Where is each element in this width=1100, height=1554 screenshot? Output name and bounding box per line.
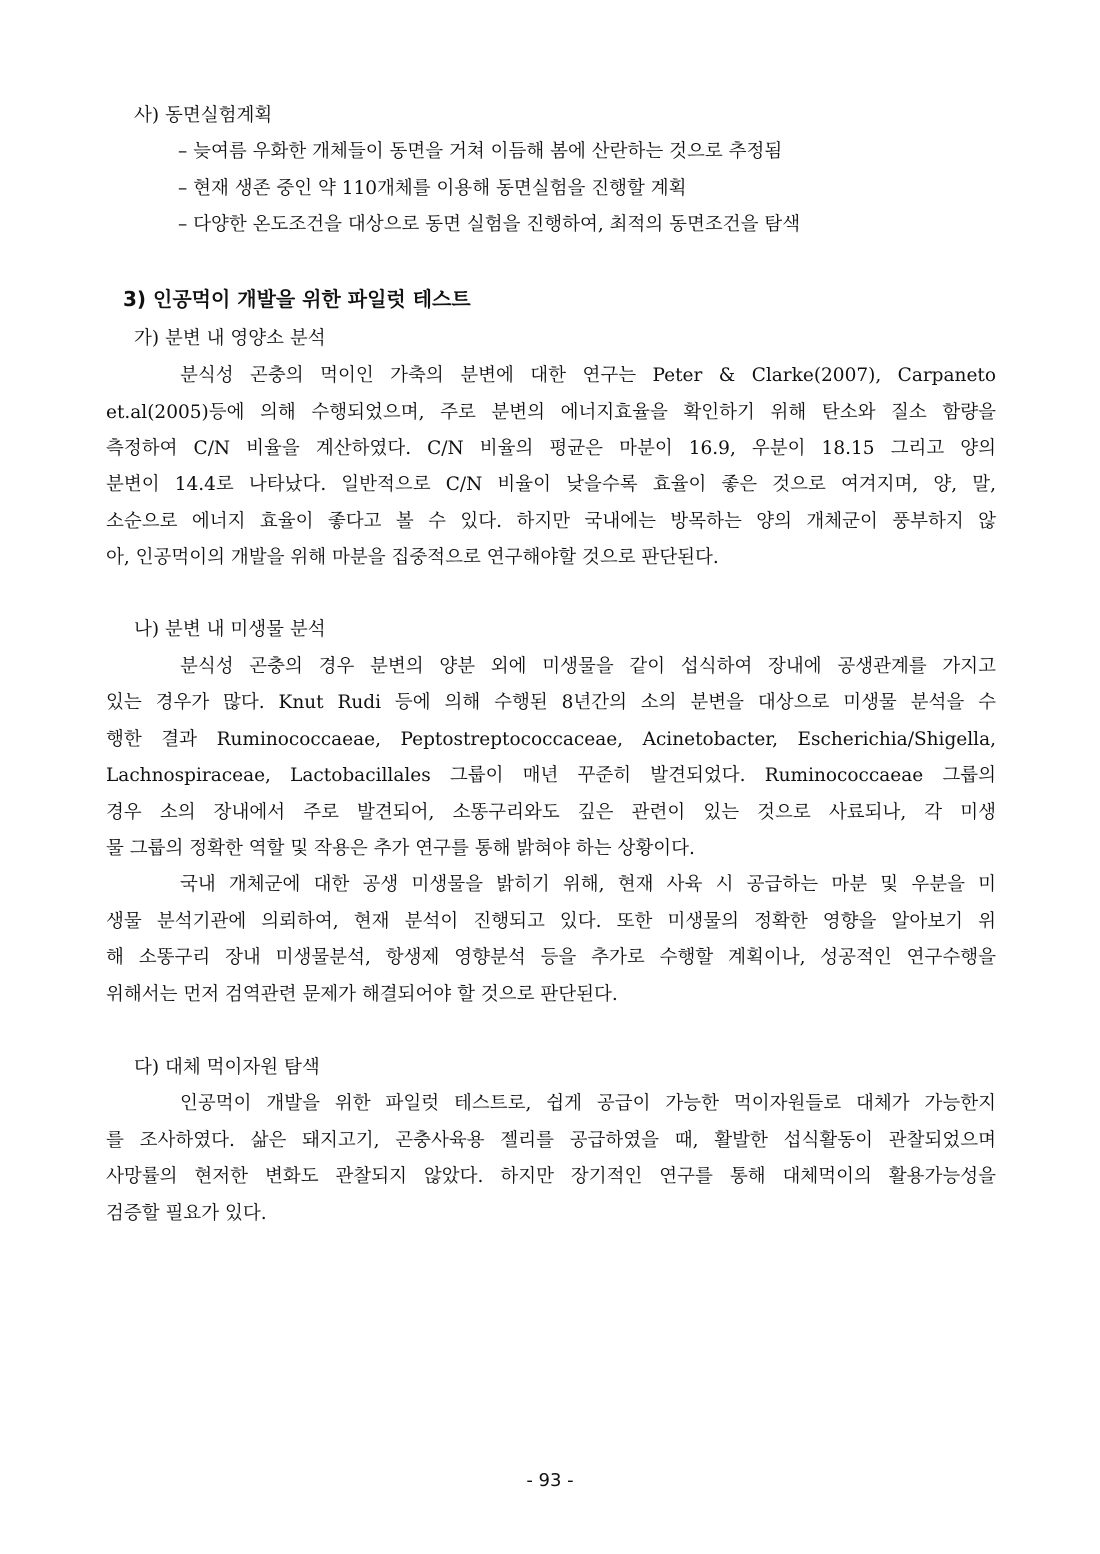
- section-sa-title: 사) 동면실험계획: [134, 105, 273, 126]
- page-number: - 93 -: [526, 1470, 574, 1491]
- paragraph-line: 분변이 14.4로 나타났다. 일반적으로 C/N 비율이 낮을수록 효율이 좋은 것으로 여겨지며, 양, 말,: [106, 474, 996, 495]
- paragraph-line: 를 조사하였다. 삶은 돼지고기, 곤충사육용 젤리를 공급하였을 때, 활발한 섭식활동이 관찰되었으며: [106, 1130, 996, 1151]
- paragraph-line: 생물 분석기관에 의뢰하여, 현재 분석이 진행되고 있다. 또한 미생물의 정확한 영향을 알아보기 위: [106, 911, 996, 932]
- paragraph-line: 소순으로 에너지 효율이 좋다고 볼 수 있다. 하지만 국내에는 방목하는 양의 개체군이 풍부하지 않: [106, 511, 996, 532]
- bullet-item: – 다양한 온도조건을 대상으로 동면 실험을 진행하여, 최적의 동면조건을 탐색: [178, 214, 801, 235]
- section-3-heading: 3) 인공먹이 개발을 위한 파일럿 테스트: [123, 287, 471, 311]
- paragraph-line: 인공먹이 개발을 위한 파일럿 테스트로, 쉽게 공급이 가능한 먹이자원들로 대체가 가능한지: [180, 1093, 996, 1114]
- paragraph-line: 위해서는 먼저 검역관련 문제가 해결되어야 할 것으로 판단된다.: [106, 984, 618, 1005]
- section-ga-title: 가) 분변 내 영양소 분석: [134, 328, 326, 349]
- paragraph-line: 해 소똥구리 장내 미생물분석, 항생제 영향분석 등을 추가로 수행할 계획이나, 성공적인 연구수행을: [106, 947, 996, 968]
- paragraph-line: 경우 소의 장내에서 주로 발견되어, 소똥구리와도 깊은 관련이 있는 것으로 사료되나, 각 미생: [106, 802, 996, 823]
- paragraph-line: Lachnospiraceae, Lactobacillales 그룹이 매년 꾸준히 발견되었다. Ruminococcaeae 그룹의: [106, 765, 996, 786]
- paragraph-line: 분식성 곤충의 경우 분변의 양분 외에 미생물을 같이 섭식하여 장내에 공생관계를 가지고: [180, 656, 996, 677]
- paragraph-line: 물 그룹의 정확한 역할 및 작용은 추가 연구를 통해 밝혀야 하는 상황이다.: [106, 838, 695, 859]
- paragraph-line: 행한 결과 Ruminococcaeae, Peptostreptococcaceae, Acinetobacter, Escherichia/Shigella,: [106, 729, 996, 750]
- paragraph-line: 있는 경우가 많다. Knut Rudi 등에 의해 수행된 8년간의 소의 분변을 대상으로 미생물 분석을 수: [106, 692, 996, 713]
- section-da-title: 다) 대체 먹이자원 탐색: [134, 1057, 320, 1078]
- paragraph-line: 국내 개체군에 대한 공생 미생물을 밝히기 위해, 현재 사육 시 공급하는 마분 및 우분을 미: [180, 874, 996, 895]
- paragraph-line: 검증할 필요가 있다.: [106, 1203, 267, 1224]
- paragraph-line: 아, 인공먹이의 개발을 위해 마분을 집중적으로 연구해야할 것으로 판단된다.: [106, 547, 719, 568]
- section-na-title: 나) 분변 내 미생물 분석: [134, 619, 326, 640]
- paragraph-line: et.al(2005)등에 의해 수행되었으며, 주로 분변의 에너지효율을 확인하기 위해 탄소와 질소 함량을: [106, 402, 996, 423]
- bullet-item: – 늦여름 우화한 개체들이 동면을 거쳐 이듬해 봄에 산란하는 것으로 추정됨: [178, 141, 783, 162]
- paragraph-line: 사망률의 현저한 변화도 관찰되지 않았다. 하지만 장기적인 연구를 통해 대체먹이의 활용가능성을: [106, 1166, 996, 1187]
- paragraph-line: 분식성 곤충의 먹이인 가축의 분변에 대한 연구는 Peter & Clarke(2007), Carpaneto: [180, 365, 996, 386]
- paragraph-line: 측정하여 C/N 비율을 계산하였다. C/N 비율의 평균은 마분이 16.9, 우분이 18.15 그리고 양의: [106, 438, 996, 459]
- bullet-item: – 현재 생존 중인 약 110개체를 이용해 동면실험을 진행할 계획: [178, 178, 687, 199]
